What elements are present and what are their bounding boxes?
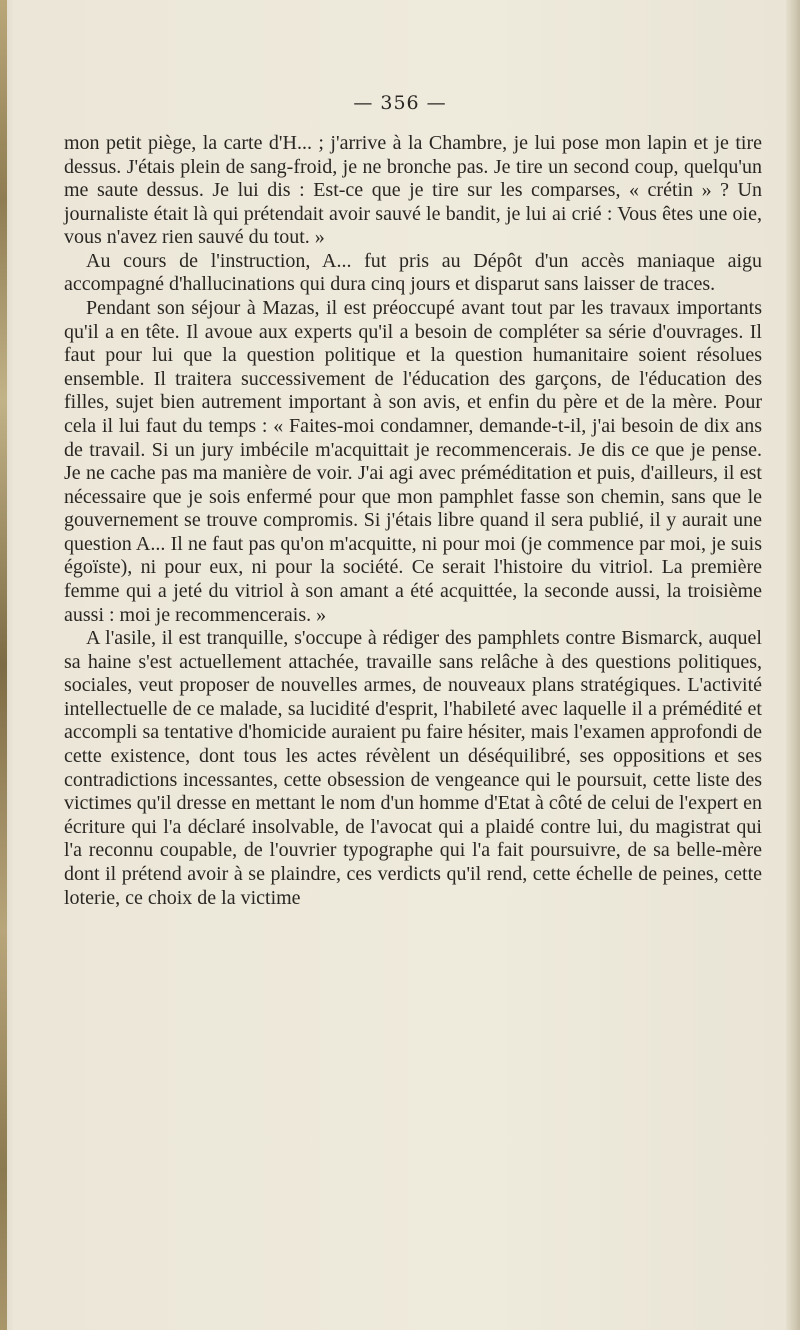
paragraph-3: Pendant son séjour à Mazas, il est préoccupé avant tout par les travaux importants qu'il a en tête. Il avoue aux experts qu'il a besoin de compléter sa série d'ouvrages. Il faut pour lui que la question politique et la question humanitaire soient résolues ensemble. Il traitera successivement de l'éducation des garçons, de l'éducation des filles, sujet bien autrement important à son avis, et enfin du père et de la mère. Pour cela il lui faut du temps : « Faites-moi condamner, demande-t-il, j'ai besoin de dix ans de travail. Si un jury imbécile m'acquittait je recommencerais. Je dis ce que je pense. Je ne cache pas ma manière de voir. J'ai agi avec préméditation et puis, d'ailleurs, il est nécessaire que je sois enfermé pour que mon pamphlet fasse son chemin, sans que le gouvernement se trouve compromis. Si j'étais libre quand il sera publié, il y aurait une question A... Il ne faut pas qu'on m'acquitte, ni pour moi (je commence par moi, je suis égoïste), ni pour eux, ni pour la société. Ce serait l'histoire du vitriol. La première femme qui a jeté du vitriol à son amant a été acquittée, la seconde aussi, la troisième aussi : moi je recommencerais. » [64,297,762,626]
paragraph-4: A l'asile, il est tranquille, s'occupe à rédiger des pamphlets contre Bismarck, auquel sa haine s'est actuellement attachée, travaille sans relâche à des questions politiques, sociales, veut proposer de nouvelles armes, de nouveaux plans stratégiques. L'activité intellectuelle de ce malade, sa lucidité d'esprit, l'habileté avec laquelle il a prémédité et accompli sa tentative d'homicide auraient pu faire hésiter, mais l'examen approfondi de cette existence, dont tous les actes révèlent un déséquilibré, ses oppositions et ses contradictions incessantes, cette obsession de vengeance qui le poursuit, cette liste des victimes qu'il dresse en mettant le nom d'un homme d'Etat à côté de celui de l'expert en écriture qui l'a déclaré insolvable, de l'avocat qui a plaidé contre lui, du magistrat qui l'a reconnu coupable, de l'ouvrier typographe qui l'a fait poursuivre, de sa belle-mère dont il prétend avoir à se plaindre, ces verdicts qu'il rend, cette échelle de peines, cette loterie, ce choix de la victime [64,627,762,909]
page-binding-edge [0,0,7,1330]
page-right-edge [786,0,800,1330]
paragraph-1: mon petit piège, la carte d'H... ; j'arrive à la Chambre, je lui pose mon lapin et je tire dessus. J'étais plein de sang-froid, je ne bronche pas. Je tire un second coup, quelqu'un me saute dessus. Je lui dis : Est-ce que je tire sur les comparses, « crétin » ? Un journaliste était là qui prétendait avoir sauvé le bandit, je lui ai crié : Vous êtes une oie, vous n'avez rien sauvé du tout. » [64,132,762,249]
page-number: — 356 — [353,92,447,114]
body-text [64,132,762,910]
paragraph-2: Au cours de l'instruction, A... fut pris au Dépôt d'un accès maniaque aigu accompagné d'hallucinations qui dura cinq jours et disparut sans laisser de traces. [64,249,762,296]
